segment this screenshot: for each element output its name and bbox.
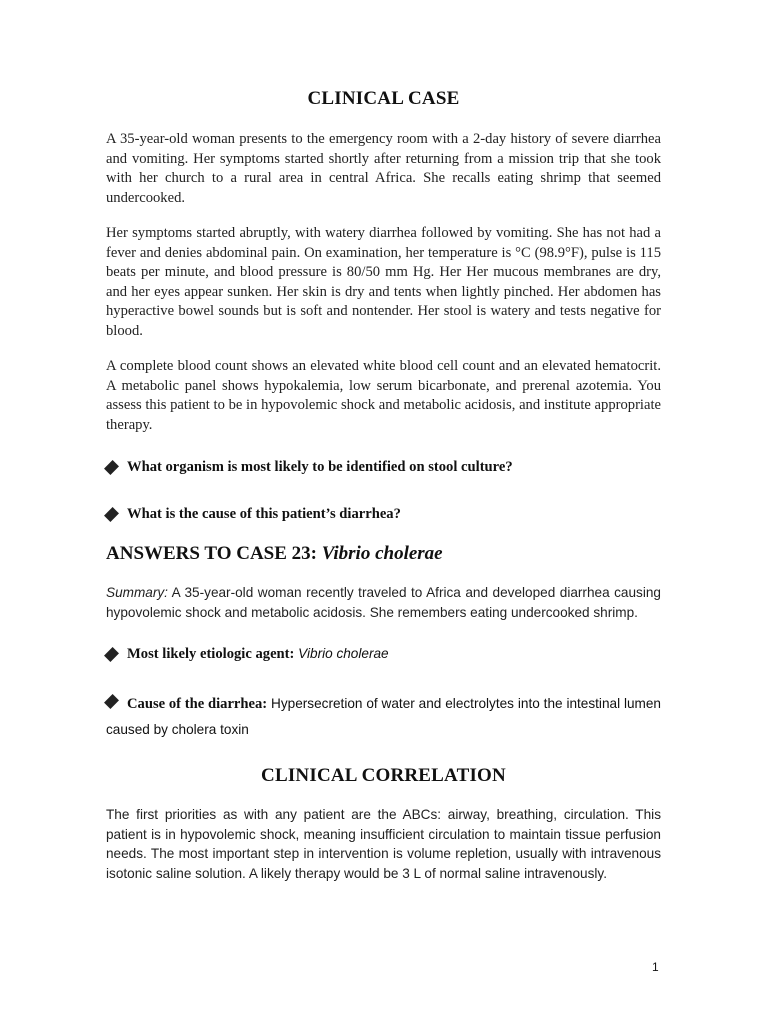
etiologic-agent-value: Vibrio cholerae <box>294 646 389 661</box>
question-2 <box>106 506 661 523</box>
diamond-bullet-icon <box>104 647 119 662</box>
cause-paragraph <box>106 691 661 743</box>
summary-label: Summary: <box>106 585 168 600</box>
summary-paragraph <box>106 583 661 622</box>
case-paragraph-3: A complete blood count shows an elevated white blood cell count and an elevated hematocrit. A metabolic panel shows hypokalemia, low serum bicarbonate, and prerenal azotemia. You assess this patient to be in hypovolemic shock and metabolic acidosis, and institute appropriate therapy. <box>106 358 661 433</box>
answers-heading <box>106 543 661 565</box>
question-1-text: What organism is most likely to be identified on stool culture? <box>127 459 513 475</box>
etiologic-agent-label: Most likely etiologic agent: <box>127 646 295 662</box>
cause-text: Hypersecretion of water and electrolytes into the intestinal lumen caused by cholera toxin <box>106 696 661 737</box>
diamond-bullet-icon <box>104 460 119 475</box>
question-1 <box>106 459 661 476</box>
page-number: 1 <box>652 960 659 974</box>
correlation-title: CLINICAL CORRELATION <box>261 765 506 786</box>
question-2-text: What is the cause of this patient’s diarrhea? <box>127 506 401 522</box>
document-page <box>106 88 661 883</box>
case-paragraph-2: Her symptoms started abruptly, with watery diarrhea followed by vomiting. She has not had a fever and denies abdominal pain. On examination, her temperature is °C (98.9°F), pulse is 115 beats per minute, and blood pressure is 80/50 mm Hg. Her Her mucous membranes are dry, and her eyes appear sunken. Her skin is dry and tents when lightly pinched. Her abdomen has hyperactive bowel sounds but is soft and nontender. Her stool is watery and tests negative for blood. <box>106 225 661 339</box>
case-paragraph-1: A 35-year-old woman presents to the emergency room with a 2-day history of severe diarrhea and vomiting. Her symptoms started shortly after returning from a mission trip that she took with her church to a rural area in central Africa. She recalls eating shrimp that seemed undercooked. <box>106 131 661 206</box>
page-title: CLINICAL CASE <box>307 88 460 109</box>
etiologic-agent-line <box>127 646 389 663</box>
cause-label: Cause of the diarrhea: <box>127 696 268 712</box>
diamond-bullet-icon <box>104 694 119 709</box>
diamond-bullet-icon <box>104 507 119 522</box>
answers-heading-prefix: ANSWERS TO CASE 23: <box>106 543 322 564</box>
summary-text: A 35-year-old woman recently traveled to Africa and developed diarrhea causing hypovolemic shock and metabolic acidosis. She remembers eating undercooked shrimp. <box>106 585 661 620</box>
correlation-paragraph: The first priorities as with any patient are the ABCs: airway, breathing, circulation. This patient is in hypovolemic shock, meaning insufficient circulation to maintain tissue perfusion needs. The most important step in intervention is volume repletion, usually with intravenous isotonic saline solution. A likely therapy would be 3 L of normal saline intravenously. <box>106 807 661 881</box>
answers-heading-organism: Vibrio cholerae <box>321 543 443 564</box>
etiologic-agent <box>106 646 661 663</box>
